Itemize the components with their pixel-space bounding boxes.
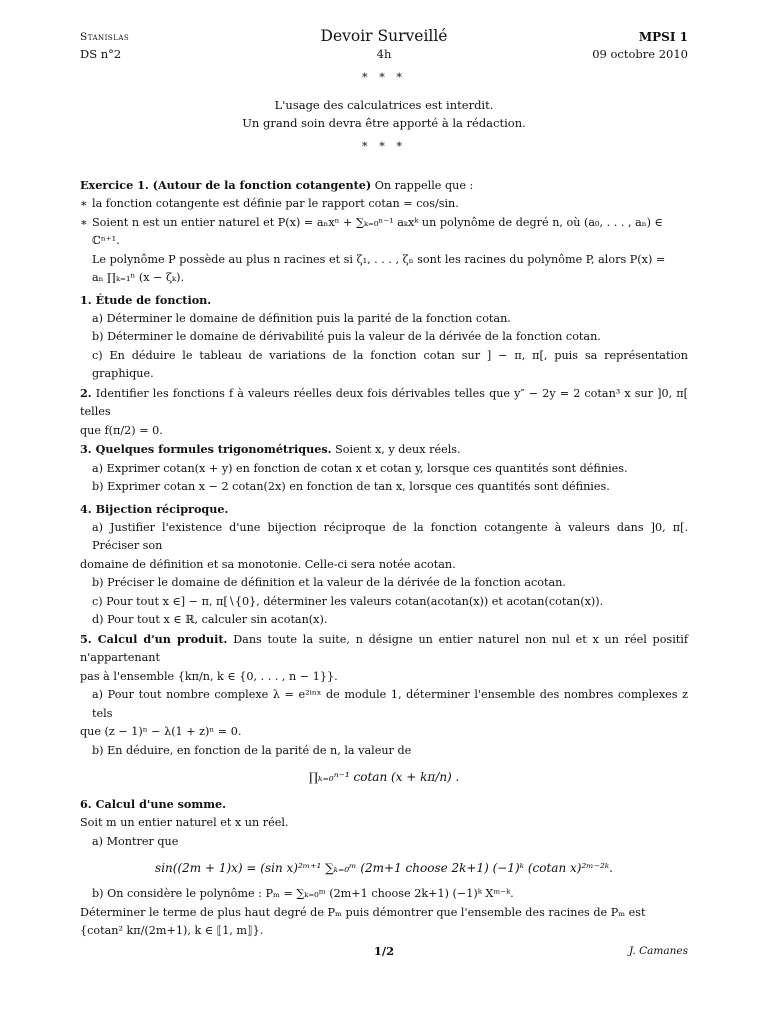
question-item: d) Pour tout x ∈ ℝ, calculer sin acotan(x). [92,613,328,627]
question-item: a) Montrer que [92,834,179,848]
question-item: b) Déterminer le domaine de dérivabilité puis la valeur de la dérivée de la fonction cotan. [92,330,601,344]
exam-duration: 4h [376,47,392,61]
exercise-intro: On rappelle que : [374,178,474,192]
exercise-title: Exercice 1. (Autour de la fonction cotangente) [80,177,372,192]
bullet-continuation: Le polynôme P possède au plus n racines et si ζ₁, . . . , ζₙ sont les racines du polynôme P, alors P(x) = [92,252,666,266]
exam-title: Devoir Surveillé [320,27,448,45]
notice [80,97,688,133]
notice-line: Un grand soin devra être apporté à la rédaction. [242,115,526,130]
notice-line: L'usage des calculatrices est interdit. [274,98,494,113]
header [80,26,688,64]
footer [80,944,688,960]
section-5-text: Dans toute la suite, n désigne un entier naturel non nul et x un réel positif n'appartenant [80,632,688,665]
bullet-item: ∗ Soient n est un entier naturel et P(x) = aₙxⁿ + ∑ₖ₌₀ⁿ⁻¹ aₖxᵏ un polynôme de degré n, où (a₀, . . . , aₙ) ∈ ℂⁿ⁺¹. [80,214,688,251]
section-6-intro: Soit m un entier naturel et x un réel. [80,816,289,830]
bullet-continuation: aₙ ∏ₖ₌₁ⁿ (x − ζₖ). [92,271,185,285]
author-signature: J. Camanes [629,945,688,957]
question-item: a) Déterminer le domaine de définition puis la parité de la fonction cotan. [92,311,511,325]
section-5 [80,630,688,668]
question-item: a) Exprimer cotan(x + y) en fonction de cotan x et cotan y, lorsque ces quantités sont définies. [92,461,628,475]
ds-number: DS n°2 [80,47,122,61]
section-5-title: 5. Calcul d'un produit. [80,631,228,646]
question-item: c) Pour tout x ∈] − π, π[∖{0}, déterminer les valeurs cotan(acotan(x)) et acotan(cotan(x)). [92,594,604,608]
section-4-title: 4. Bijection réciproque. [80,501,229,516]
separator-top: * * * [362,71,406,84]
question-item: c) En déduire le tableau de variations de la fonction cotan sur ] − π, π[, puis sa représentation graphique. [92,348,688,381]
question-item: b) Préciser le domaine de définition et la valeur de la dérivée de la fonction acotan. [92,576,566,590]
class-name: MPSI 1 [638,30,688,44]
section-6-title: 6. Calcul d'une somme. [80,797,227,812]
product-formula: ∏ₖ₌₀ⁿ⁻¹ cotan (x + kπ/n) . [308,770,460,785]
section-3 [80,440,688,460]
exam-page [80,26,688,941]
section-3-title: 3. Quelques formules trigonométriques. [80,442,332,457]
section-2-text-cont: que f(π/2) = 0. [80,423,163,437]
exam-date: 09 octobre 2010 [592,47,688,61]
question-item-cont: domaine de définition et sa monotonie. Celle-ci sera notée acotan. [80,557,456,571]
question-item: a) Pour tout nombre complexe λ = e²ⁱⁿˣ de module 1, déterminer l'ensemble des nombres complexes z tels [92,688,688,720]
section-2 [80,384,688,422]
section-3-intro: Soient x, y deux réels. [335,443,461,457]
final-question-cont: {cotan² kπ/(2m+1), k ∈ ⟦1, m⟧}. [80,924,264,938]
section-1-title: 1. Étude de fonction. [80,292,212,307]
question-item: b) On considère le polynôme : Pₘ = ∑ₖ₌₀ᵐ (2m+1 choose 2k+1) (−1)ᵏ Xᵐ⁻ᵏ. [92,887,514,901]
sum-formula: sin((2m + 1)x) = (sin x)²ᵐ⁺¹ ∑ₖ₌₀ᵐ (2m+1 choose 2k+1) (−1)ᵏ (cotan x)²ᵐ⁻²ᵏ. [155,861,613,876]
question-item: b) Exprimer cotan x − 2 cotan(2x) en fonction de tan x, lorsque ces quantités sont définies. [92,480,610,494]
question-item: b) En déduire, en fonction de la parité de n, la valeur de [92,743,412,757]
question-item-cont: que (z − 1)ⁿ − λ(1 + z)ⁿ = 0. [80,725,242,739]
question-item: a) Justifier l'existence d'une bijection réciproque de la fonction cotangente à valeurs dans ]0, π[. Préciser son [92,520,688,553]
final-question: Déterminer le terme de plus haut degré de Pₘ puis démontrer que l'ensemble des racines de Pₘ est [80,905,646,919]
bullet-item: ∗ la fonction cotangente est définie par le rapport cotan = cos/sin. [80,195,688,214]
section-2-text: Identifier les fonctions f à valeurs réelles deux fois dérivables telles que y″ − 2y = 2 cotan³ x sur ]0, π[ telles [80,386,688,419]
separator-bottom: * * * [362,139,406,153]
exercise-heading [80,176,688,196]
page-number: 1/2 [373,944,395,958]
section-2-label: 2. [80,385,92,400]
school-name: Stanislas [80,31,130,43]
section-5-text-cont: pas à l'ensemble {kπ/n, k ∈ {0, . . . , n − 1}}. [80,669,338,683]
